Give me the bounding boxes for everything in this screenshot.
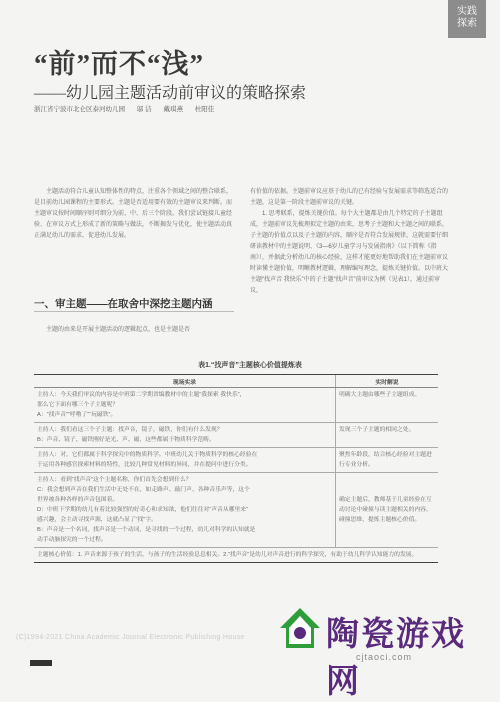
- author-3: 杜阳佳: [194, 106, 215, 113]
- affiliation: 浙江省宁波市北仑区泰河幼儿园: [34, 106, 125, 113]
- table-row: [34, 473, 438, 548]
- table-header-note: 实时解说: [336, 375, 439, 388]
- house-icon: [278, 606, 322, 650]
- note-cell: 明确大主题由哪些子主题组成。: [336, 388, 439, 423]
- section-paragraph: 主题的由来是开展主题活动的逻辑起点，也是主题是否: [46, 327, 191, 333]
- right-column: [250, 187, 450, 297]
- value-table: [34, 374, 438, 563]
- author-1: 邬 洁: [136, 106, 152, 113]
- note-cell: 发现三个子主题的相同之处。: [336, 423, 439, 448]
- author-2: 戴琪燕: [163, 106, 183, 113]
- heading-divider: [34, 311, 234, 312]
- intro-paragraph: 主题活动符合儿童认知整体性的特点，注重各个领域之间的整合联系，是目前幼儿园课程的主要形式。主题是否适用要有效的主题审议来判断。而主题审议按时间顺序则可细分为前、中、后三个阶段。我们尝试链接儿童经验、在审议方式上形成了新的策略与做法，不断揭发与优化，使主题活动真正满足幼儿的需求，促进幼儿发展。: [34, 189, 233, 239]
- table-row: [34, 423, 438, 448]
- table-header-record: 现场实录: [34, 375, 336, 388]
- right-paragraph-1: 有价值的依据。主题前审议应基于幼儿的已有经验与发展需求等筛选适合的主题，这是第一阶段主题前审议的关键。: [250, 189, 449, 206]
- table-row: [34, 388, 438, 423]
- record-cell: 主持人：我们看这三个子主题：找声音，镜子，磁铁，你们有什么发现？ B：声音、镜子、磁铁刚好是光、声、磁，这些都属于物质科学范畴。: [34, 423, 336, 448]
- note-cell: 聚焦年龄段，结合核心经验对主题进行专业分析。: [336, 448, 439, 473]
- right-paragraph-2: 1. 思考联系，提炼关键价值。每个大主题都是由几个特定的子主题组成，主题前审议先梳理拟定主题的由来，思考子主题和大主题之间的联系，子主题的价值点以及子主题的内容，顺序是否符合发展规律，这就需要仔细研读教材中的主题说明、《3—6岁儿童学习与发展指南》（以下简称《指南》），并据此分析幼儿的核心经验，这样才能更好地帮助我们在主题前审议时读懂主题价值，明晰教材逻辑，理解编写理念，提炼关键价值。以中班大主题“找声音 我快乐”中的子主题“找声音”前审议为例（见表1），通过前审议，: [250, 211, 449, 294]
- table-summary-row: [34, 548, 438, 563]
- table-row: [34, 448, 438, 473]
- copyright-footer: (C)1994-2021 China Academic Journal Electronic Publishing House: [16, 634, 245, 641]
- record-cell: 主持人：今天我们审议的内容是中班第二学期省编教材中的主题“我探索 我快乐”， 那么它下面有哪三个子主题呢？ A：“找声音”“呼噜了”“玩磁铁”。: [34, 388, 336, 423]
- section-tab: 实践 探索: [448, 0, 486, 38]
- summary-cell: 主题核心价值：1. 声音来源于孩子的生活，与孩子的生活经验息息相关。2.“找声音”是幼儿对声音进行的科学探究，有助于幼儿科学认知能力的发展。: [34, 548, 438, 563]
- note-cell: 确定主题后，教师基于儿童经验在互动讨论中碰撞与读主题相关的内容，碰撞思维，提炼主题核心价值。: [336, 473, 439, 548]
- page-marker: [30, 660, 52, 666]
- watermark-url: cjtaoci.com: [356, 652, 413, 662]
- section-heading: 一、审主题——在取舍中深挖主题内涵: [34, 298, 213, 310]
- article-title: “前”而不“浅”: [34, 49, 204, 79]
- watermark-brand: 陶瓷游戏网: [326, 614, 466, 700]
- table-title: 表1.“找声音”主题核心价值提炼表: [198, 362, 302, 369]
- author-line: [34, 104, 224, 113]
- record-cell: 主持人：看到“找声音”这个主题名称，你们首先会想到什么？ C：我会想到声音在我们生活中无处不在，如走路声、敲门声、各种音乐声等，这个 世界被各种各样的声音包围着。 D：中班下学期的幼儿有着比较强烈的好奇心和求知欲，他们往往对“声音从哪里来” 感兴趣，会主动寻找声源，这就凸显了“找”字。 B：声音是一个名词，找声音是一个动词，是寻找的一个过程，幼儿对科学的认知就是 动手动脑探究的一个过程。: [34, 473, 336, 548]
- article-subtitle: ——幼儿园主题活动前审议的策略探索: [34, 85, 307, 102]
- record-cell: 主持人：对，它们都属于科学探究中的物质科学。中班幼儿关于物质科学的核心经验在 于运用各种感官探索材料的特性，比较几种常见材料的异同，并在提问中进行分类。: [34, 448, 336, 473]
- watermark-logo[interactable]: [278, 602, 500, 700]
